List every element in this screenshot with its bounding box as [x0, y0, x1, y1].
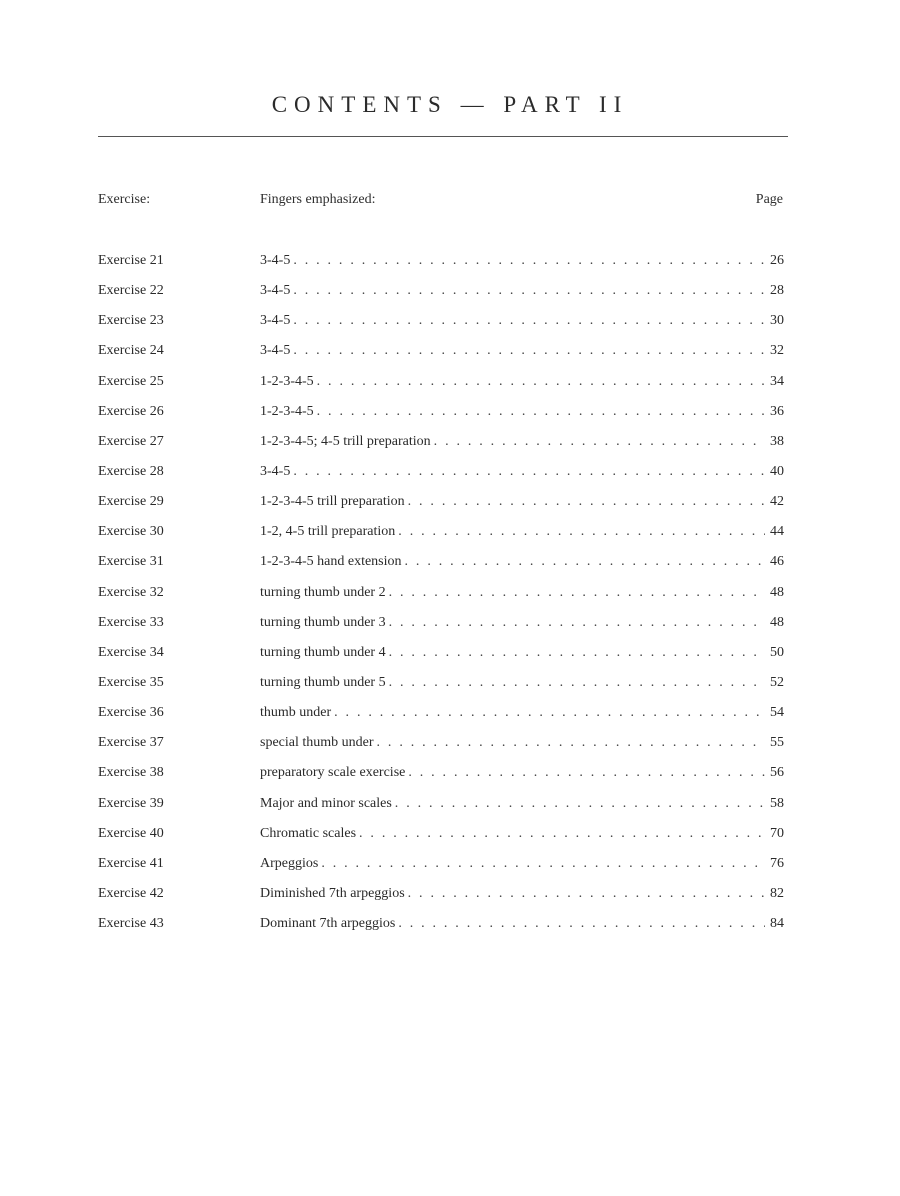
- toc-exercise-label: Exercise 29: [98, 494, 164, 510]
- toc-entry: [260, 885, 784, 903]
- dot-leader: [359, 825, 765, 843]
- toc-entry: [260, 855, 784, 873]
- toc-fingers-emphasized: 3-4-5: [260, 343, 291, 359]
- toc-entry: [260, 433, 784, 451]
- toc-row: [98, 795, 784, 825]
- toc-entry: [260, 825, 784, 843]
- dot-leader: [389, 584, 765, 602]
- toc-fingers-emphasized: Arpeggios: [260, 855, 319, 871]
- dot-leader: [389, 644, 765, 662]
- toc-exercise-label: Exercise 22: [98, 283, 164, 299]
- column-header-page: Page: [755, 192, 783, 207]
- dot-leader: [334, 704, 765, 722]
- toc-page-number: 44: [770, 524, 784, 540]
- toc-fingers-emphasized: 1-2-3-4-5: [260, 403, 314, 419]
- toc-page-number: 48: [770, 614, 784, 630]
- dot-leader: [408, 764, 765, 782]
- toc-exercise-label: Exercise 42: [98, 885, 164, 901]
- toc-exercise-label: Exercise 33: [98, 614, 164, 630]
- toc-entry: [260, 764, 784, 782]
- toc-fingers-emphasized: turning thumb under 4: [260, 644, 386, 660]
- toc-page-number: 30: [770, 313, 784, 329]
- toc-entry: [260, 795, 784, 813]
- dot-leader: [293, 312, 765, 330]
- toc-row: [98, 614, 784, 644]
- toc-page-number: 42: [770, 494, 784, 510]
- toc-fingers-emphasized: 3-4-5: [260, 283, 291, 299]
- toc-entry: [260, 342, 784, 360]
- toc-exercise-label: Exercise 32: [98, 584, 164, 600]
- toc-row: [98, 493, 784, 523]
- title-divider: [98, 136, 788, 137]
- dot-leader: [377, 734, 765, 752]
- toc-row: [98, 373, 784, 403]
- toc-entry: [260, 584, 784, 602]
- toc-page-number: 38: [770, 433, 784, 449]
- toc-entry: [260, 614, 784, 632]
- toc-page-number: 28: [770, 283, 784, 299]
- toc-fingers-emphasized: turning thumb under 2: [260, 584, 386, 600]
- dot-leader: [321, 855, 765, 873]
- toc-exercise-label: Exercise 35: [98, 674, 164, 690]
- toc-fingers-emphasized: 1-2-3-4-5: [260, 373, 314, 389]
- toc-exercise-label: Exercise 25: [98, 373, 164, 389]
- toc-entry: [260, 282, 784, 300]
- toc-page-number: 48: [770, 584, 784, 600]
- dot-leader: [293, 282, 765, 300]
- toc-fingers-emphasized: 1-2-3-4-5; 4-5 trill preparation: [260, 433, 431, 449]
- toc-fingers-emphasized: 3-4-5: [260, 463, 291, 479]
- toc-page-number: 56: [770, 765, 784, 781]
- toc-fingers-emphasized: turning thumb under 3: [260, 614, 386, 630]
- toc-page-number: 52: [770, 674, 784, 690]
- toc-page-number: 70: [770, 825, 784, 841]
- toc-fingers-emphasized: preparatory scale exercise: [260, 765, 406, 781]
- toc-row: [98, 403, 784, 433]
- toc-exercise-label: Exercise 31: [98, 554, 164, 570]
- toc-entry: [260, 373, 784, 391]
- toc-fingers-emphasized: 1-2-3-4-5 trill preparation: [260, 494, 405, 510]
- toc-page-number: 34: [770, 373, 784, 389]
- toc-page-number: 40: [770, 463, 784, 479]
- toc-page-number: 50: [770, 644, 784, 660]
- toc-page-number: 76: [770, 855, 784, 871]
- toc-exercise-label: Exercise 40: [98, 825, 164, 841]
- toc-row: [98, 734, 784, 764]
- toc-exercise-label: Exercise 24: [98, 343, 164, 359]
- toc-entry: [260, 493, 784, 511]
- toc-row: [98, 825, 784, 855]
- toc-fingers-emphasized: 3-4-5: [260, 313, 291, 329]
- toc-entry: [260, 553, 784, 571]
- toc-exercise-label: Exercise 30: [98, 524, 164, 540]
- toc-row: [98, 855, 784, 885]
- toc-fingers-emphasized: 3-4-5: [260, 253, 291, 268]
- toc-fingers-emphasized: Chromatic scales: [260, 825, 357, 841]
- toc-row: [98, 433, 784, 463]
- dot-leader: [293, 342, 765, 360]
- toc-exercise-label: Exercise 38: [98, 765, 164, 781]
- toc-entry: [260, 523, 784, 541]
- page-title: CONTENTS — PART II: [271, 92, 629, 117]
- toc-entry: [260, 734, 784, 752]
- toc-row: [98, 282, 784, 312]
- toc-exercise-label: Exercise 28: [98, 463, 164, 479]
- toc-entry: [260, 674, 784, 692]
- toc-exercise-label: Exercise 37: [98, 735, 164, 751]
- toc-exercise-label: Exercise 26: [98, 403, 164, 419]
- toc-exercise-label: Exercise 39: [98, 795, 164, 811]
- toc-exercise-label: Exercise 41: [98, 855, 164, 871]
- toc-row: [98, 584, 784, 614]
- toc-row: [98, 342, 784, 372]
- toc-row: [98, 463, 784, 493]
- toc-page-number: 82: [770, 885, 784, 901]
- toc-exercise-label: Exercise 43: [98, 916, 164, 932]
- toc-entry: [260, 704, 784, 722]
- toc-entry: [260, 915, 784, 933]
- dot-leader: [398, 915, 765, 933]
- toc-page-number: 32: [770, 343, 784, 359]
- toc-page-number: 26: [770, 253, 784, 268]
- dot-leader: [408, 885, 765, 903]
- toc-fingers-emphasized: 1-2-3-4-5 hand extension: [260, 554, 402, 570]
- dot-leader: [398, 523, 765, 541]
- toc-row: [98, 644, 784, 674]
- toc-fingers-emphasized: turning thumb under 5: [260, 674, 386, 690]
- toc-row: [98, 764, 784, 794]
- toc-entry: [260, 463, 784, 481]
- column-header-fingers: Fingers emphasized:: [260, 192, 376, 207]
- toc-row: [98, 252, 784, 282]
- dot-leader: [317, 403, 765, 421]
- toc-row: [98, 704, 784, 734]
- toc-row: [98, 553, 784, 583]
- column-header-exercise: Exercise:: [98, 192, 151, 207]
- toc-page-number: 55: [770, 735, 784, 751]
- toc-exercise-label: Exercise 21: [98, 253, 164, 268]
- dot-leader: [405, 553, 765, 571]
- toc-entry: [260, 403, 784, 421]
- dot-leader: [434, 433, 765, 451]
- dot-leader: [293, 252, 765, 270]
- toc-entry: [260, 312, 784, 330]
- toc-page-number: 84: [770, 916, 784, 932]
- toc-fingers-emphasized: 1-2, 4-5 trill preparation: [260, 524, 396, 540]
- toc-row: [98, 915, 784, 945]
- contents-list: [98, 252, 784, 945]
- dot-leader: [389, 614, 765, 632]
- toc-exercise-label: Exercise 27: [98, 433, 164, 449]
- toc-page-number: 54: [770, 705, 784, 721]
- toc-exercise-label: Exercise 23: [98, 313, 164, 329]
- dot-leader: [395, 795, 765, 813]
- dot-leader: [293, 463, 765, 481]
- toc-row: [98, 312, 784, 342]
- toc-exercise-label: Exercise 36: [98, 705, 164, 721]
- toc-page-number: 36: [770, 403, 784, 419]
- toc-row: [98, 885, 784, 915]
- toc-fingers-emphasized: Dominant 7th arpeggios: [260, 916, 396, 932]
- toc-fingers-emphasized: Diminished 7th arpeggios: [260, 885, 405, 901]
- toc-page-number: 46: [770, 554, 784, 570]
- toc-entry: [260, 644, 784, 662]
- toc-entry: [260, 252, 784, 270]
- toc-fingers-emphasized: thumb under: [260, 705, 332, 721]
- dot-leader: [317, 373, 765, 391]
- toc-page-number: 58: [770, 795, 784, 811]
- dot-leader: [408, 493, 765, 511]
- toc-exercise-label: Exercise 34: [98, 644, 164, 660]
- toc-row: [98, 523, 784, 553]
- dot-leader: [389, 674, 765, 692]
- toc-fingers-emphasized: special thumb under: [260, 735, 374, 751]
- toc-fingers-emphasized: Major and minor scales: [260, 795, 392, 811]
- toc-row: [98, 674, 784, 704]
